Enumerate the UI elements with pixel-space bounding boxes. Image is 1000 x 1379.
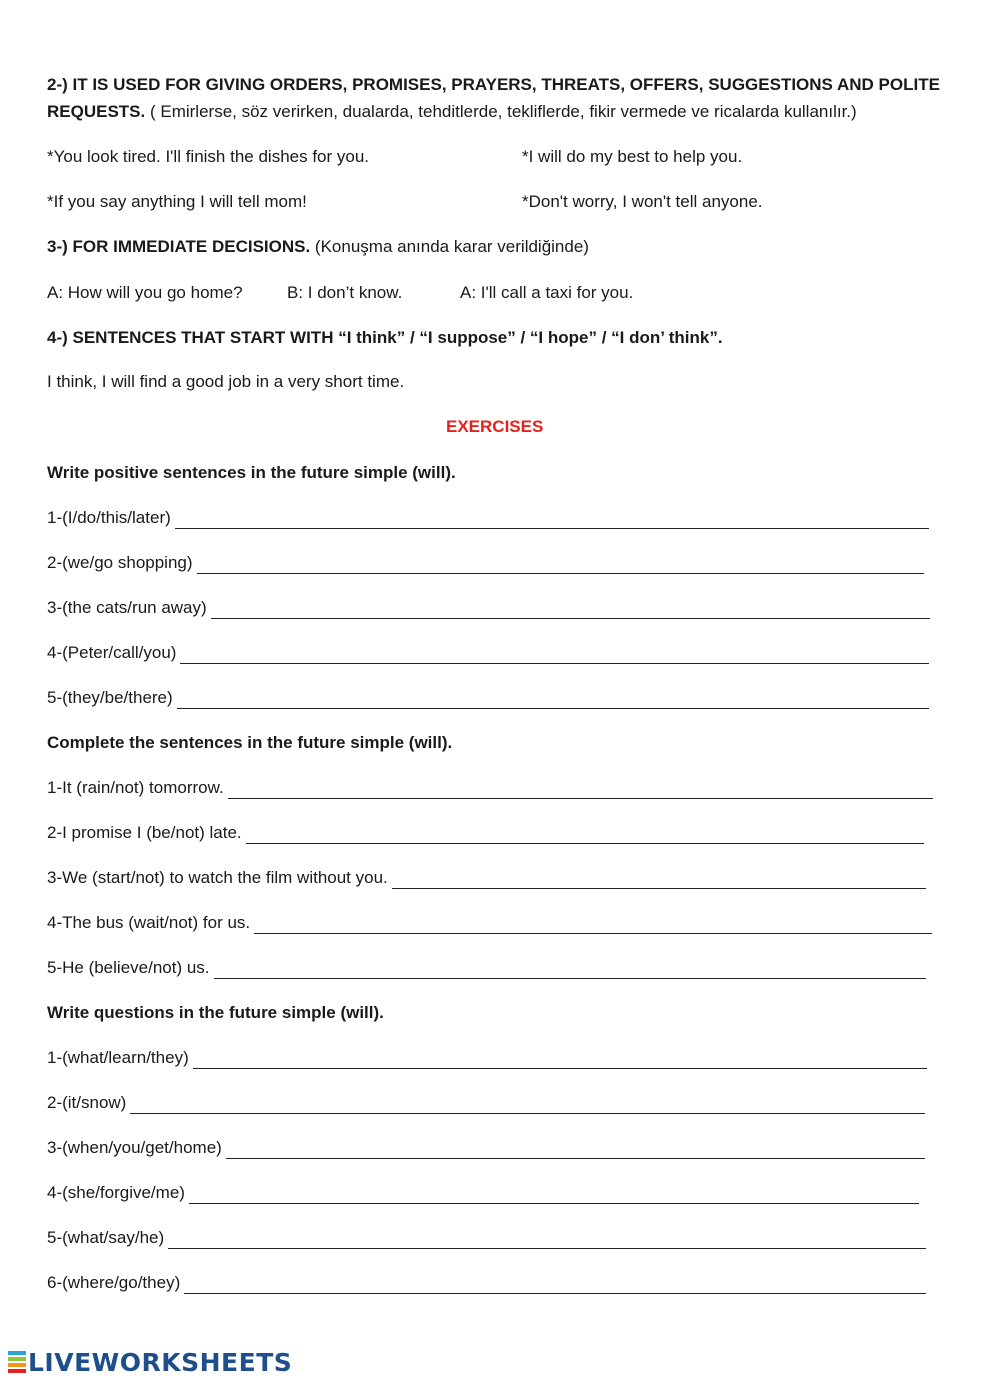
- exercise-item: [47, 687, 929, 709]
- exercise-prompt: 2-(we/go shopping): [47, 553, 193, 572]
- answer-blank[interactable]: [254, 915, 932, 934]
- answer-blank[interactable]: [211, 600, 930, 619]
- exercise-item: [47, 1047, 927, 1069]
- rule4-example: [47, 371, 404, 393]
- answer-blank[interactable]: [246, 825, 924, 844]
- exercise-item: [47, 822, 924, 844]
- exercise-item: [47, 1182, 919, 1204]
- answer-blank[interactable]: [226, 1140, 925, 1159]
- dialog-line-b: B: I don’t know.: [287, 283, 403, 302]
- rule2-example-row-1: [47, 146, 369, 168]
- exercise-prompt: 1-(I/do/this/later): [47, 508, 171, 527]
- answer-blank[interactable]: [177, 690, 929, 709]
- exercise-prompt: 4-(Peter/call/you): [47, 643, 177, 662]
- rule2-title: 2-) IT IS USED FOR GIVING ORDERS, PROMISES, PRAYERS, THREATS, OFFERS, SUGGESTIONS AND POLITE: [47, 75, 940, 94]
- rule3-dialog: [47, 282, 243, 304]
- rule2-translation: ( Emirlerse, söz verirken, dualarda, tehditlerde, tekliflerde, fikir vermede ve ricalarda kullanılır.): [145, 102, 857, 121]
- liveworksheets-mark-icon: [8, 1350, 26, 1374]
- exercise-prompt: 6-(where/go/they): [47, 1273, 181, 1292]
- exercise-prompt: 4-(she/forgive/me): [47, 1183, 185, 1202]
- answer-blank[interactable]: [184, 1275, 926, 1294]
- exercise-prompt: 1-It (rain/not) tomorrow.: [47, 778, 224, 797]
- rule2-heading: [47, 74, 940, 96]
- rule3-title: 3-) FOR IMMEDIATE DECISIONS.: [47, 237, 311, 256]
- mark-bar: [8, 1357, 26, 1361]
- exercise-prompt: 2-I promise I (be/not) late.: [47, 823, 242, 842]
- rule2-example-row-1-col2: [522, 146, 742, 168]
- exercise-item: [47, 552, 924, 574]
- exercise-item: [47, 1137, 925, 1159]
- answer-blank[interactable]: [130, 1095, 925, 1114]
- exercise-item: [47, 777, 933, 799]
- rule2-example: *You look tired. I'll finish the dishes for you.: [47, 147, 370, 166]
- exercise-item: [47, 642, 929, 664]
- answer-blank[interactable]: [168, 1230, 926, 1249]
- dialog-line-a2: A: I'll call a taxi for you.: [460, 283, 634, 302]
- mark-bar: [8, 1369, 26, 1373]
- exercise-prompt: 5-(what/say/he): [47, 1228, 165, 1247]
- rule2-example: *If you say anything I will tell mom!: [47, 192, 307, 211]
- exercise-prompt: 3-We (start/not) to watch the film without you.: [47, 868, 388, 887]
- answer-blank[interactable]: [180, 645, 929, 664]
- exercise-item: [47, 912, 932, 934]
- exercise-item: [47, 597, 930, 619]
- dialog-line-a1: A: How will you go home?: [47, 283, 243, 302]
- answer-blank[interactable]: [228, 780, 933, 799]
- answer-blank[interactable]: [214, 960, 926, 979]
- answer-blank[interactable]: [193, 1050, 927, 1069]
- exercise-prompt: 1-(what/learn/they): [47, 1048, 189, 1067]
- rule4-title: 4-) SENTENCES THAT START WITH “I think” / “I suppose” / “I hope” / “I don’ think”.: [47, 328, 723, 347]
- exercises-title: EXERCISES: [446, 417, 544, 436]
- mark-bar: [8, 1351, 26, 1355]
- answer-blank[interactable]: [392, 870, 926, 889]
- exercise-prompt: 5-(they/be/there): [47, 688, 173, 707]
- mark-bar: [8, 1363, 26, 1367]
- rule3-dialog-b: [287, 282, 402, 304]
- section-instruction: Write questions in the future simple (will).: [47, 1003, 384, 1022]
- rule2-example: *I will do my best to help you.: [522, 147, 743, 166]
- exercise-prompt: 3-(the cats/run away): [47, 598, 207, 617]
- exercise-item: [47, 1272, 926, 1294]
- section-instruction: Complete the sentences in the future simple (will).: [47, 733, 453, 752]
- exercise-item: [47, 957, 926, 979]
- rule4-heading: [47, 327, 723, 349]
- exercise-prompt: 5-He (believe/not) us.: [47, 958, 210, 977]
- rule4-example-text: I think, I will find a good job in a very short time.: [47, 372, 405, 391]
- exercise-prompt: 3-(when/you/get/home): [47, 1138, 222, 1157]
- exercise-item: [47, 507, 929, 529]
- rule2-example-row-2-col2: [522, 191, 763, 213]
- brand-name: LIVEWORKSHEETS: [28, 1347, 293, 1377]
- section-instruction: Write positive sentences in the future simple (will).: [47, 463, 456, 482]
- rule2-heading-cont: [47, 101, 857, 123]
- rule3-translation: (Konuşma anında karar verildiğinde): [310, 237, 589, 256]
- exercise-prompt: 4-The bus (wait/not) for us.: [47, 913, 251, 932]
- rule2-title-cont: REQUESTS.: [47, 102, 146, 121]
- exercise-item: [47, 1227, 926, 1249]
- exercise-prompt: 2-(it/snow): [47, 1093, 127, 1112]
- rule2-example-row-2: [47, 191, 307, 213]
- rule3-dialog-a2: [460, 282, 633, 304]
- liveworksheets-logo[interactable]: [8, 1347, 292, 1377]
- exercise-item: [47, 867, 926, 889]
- rule3-heading: [47, 236, 589, 258]
- answer-blank[interactable]: [189, 1185, 919, 1204]
- answer-blank[interactable]: [175, 510, 929, 529]
- answer-blank[interactable]: [197, 555, 924, 574]
- rule2-example: *Don't worry, I won't tell anyone.: [522, 192, 763, 211]
- exercise-item: [47, 1092, 925, 1114]
